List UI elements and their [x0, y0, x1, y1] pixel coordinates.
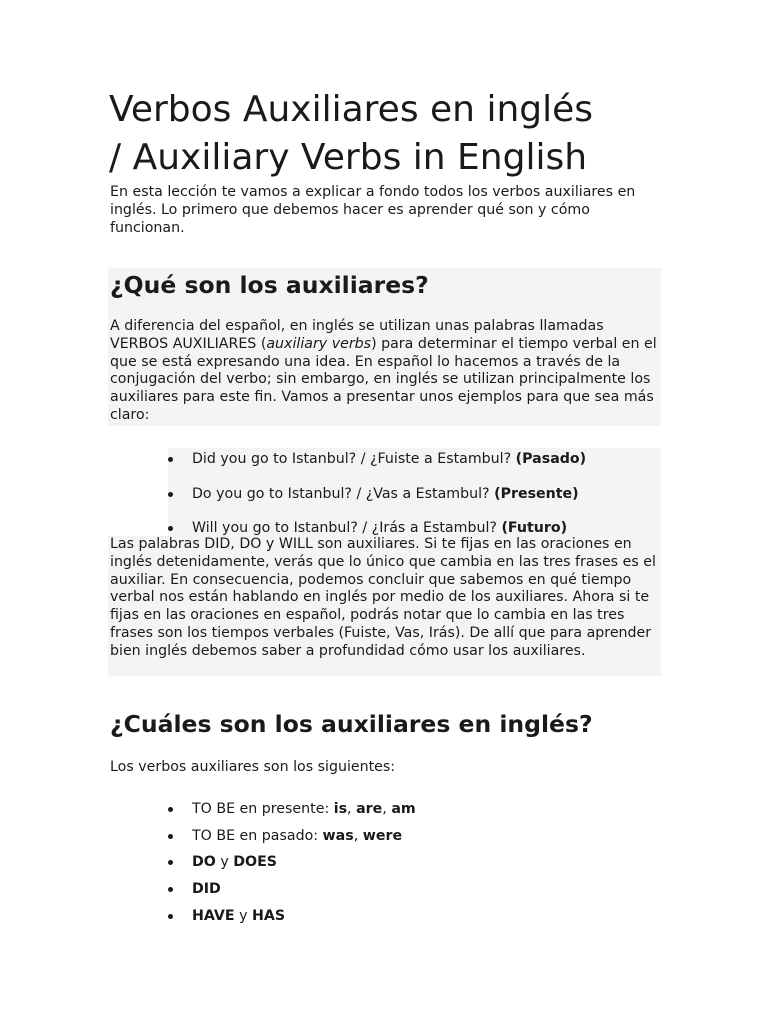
section1-para-italic: auxiliary verbs — [266, 335, 372, 352]
section1-paragraph-2: Las palabras DID, DO y WILL son auxiliares. Si te fijas en las oraciones en inglés detenidamente, verás que lo único que cambia en las tres frases es el auxiliar. En consecuencia, podemos concluir que sabemos en qué tiempo verbal nos están hablando en inglés por medio de los auxiliares. Ahora si te fijas en las oraciones en español, podrás notar que lo cambia en las tres frases son los tiempos verbales (Fuiste, Vas, Irás). De allí que para aprender bien inglés debemos saber a profundidad cómo usar los auxiliares. — [110, 536, 656, 659]
item-bold: HAS — [251, 908, 286, 924]
title-line-2: / Auxiliary Verbs in English — [109, 137, 588, 178]
bullet-icon — [168, 914, 173, 919]
example-text: Did you go to Istanbul? / ¿Fuiste a Estambul? — [192, 451, 516, 467]
item-bold: are — [356, 801, 383, 817]
item-sep: y — [215, 854, 234, 870]
bullet-icon — [168, 526, 173, 531]
section1-heading: ¿Qué son los auxiliares? — [110, 271, 429, 299]
section1-para-after: ) para determinar el tiempo verbal en el que se está expresando una idea. En español lo hacemos a través de la conjugación del verbo; sin embargo, en inglés se utilizan principalmente los auxiliares para este fin. Vamos a presentar unos ejemplos para que sea más claro: — [110, 335, 657, 423]
item-bold: were — [362, 828, 403, 844]
page-title — [109, 86, 709, 182]
item-sep: , — [382, 801, 392, 817]
item-sep: y — [234, 908, 252, 924]
bullet-icon — [168, 887, 173, 892]
title-line-1: Verbos Auxiliares en inglés — [109, 89, 594, 130]
example-text: Do you go to Istanbul? / ¿Vas a Estambul? — [192, 486, 495, 502]
item-bold: DO — [192, 854, 216, 870]
item-sep: , — [353, 828, 363, 844]
example-tag: (Presente) — [494, 486, 579, 502]
item-label: TO BE en pasado: — [192, 828, 323, 844]
bullet-icon — [168, 457, 173, 462]
item-bold: was — [322, 828, 354, 844]
section2-heading: ¿Cuáles son los auxiliares en inglés? — [110, 710, 593, 738]
item-bold: is — [333, 801, 348, 817]
item-bold: HAVE — [192, 908, 235, 924]
item-label: TO BE en presente: — [192, 801, 334, 817]
item-bold: DID — [192, 881, 221, 897]
intro-paragraph: En esta lección te vamos a explicar a fondo todos los verbos auxiliares en inglés. Lo primero que debemos hacer es aprender qué son y cómo funcionan. — [110, 184, 636, 236]
bullet-icon — [168, 860, 173, 865]
section2-intro: Los verbos auxiliares son los siguientes: — [110, 759, 396, 775]
bullet-icon — [168, 834, 173, 839]
item-sep: , — [347, 801, 357, 817]
item-bold: am — [391, 801, 416, 817]
item-bold: DOES — [233, 854, 278, 870]
example-tag: (Pasado) — [515, 451, 587, 467]
section1-paragraph — [110, 318, 662, 425]
example-tag: (Futuro) — [501, 520, 568, 536]
bullet-icon — [168, 807, 173, 812]
example-text: Will you go to Istanbul? / ¿Irás a Estambul? — [192, 520, 502, 536]
section1-para-before: A diferencia del español, en inglés se utilizan unas palabras llamadas VERBOS AUXILIARES ( — [110, 318, 604, 352]
bullet-icon — [168, 492, 173, 497]
